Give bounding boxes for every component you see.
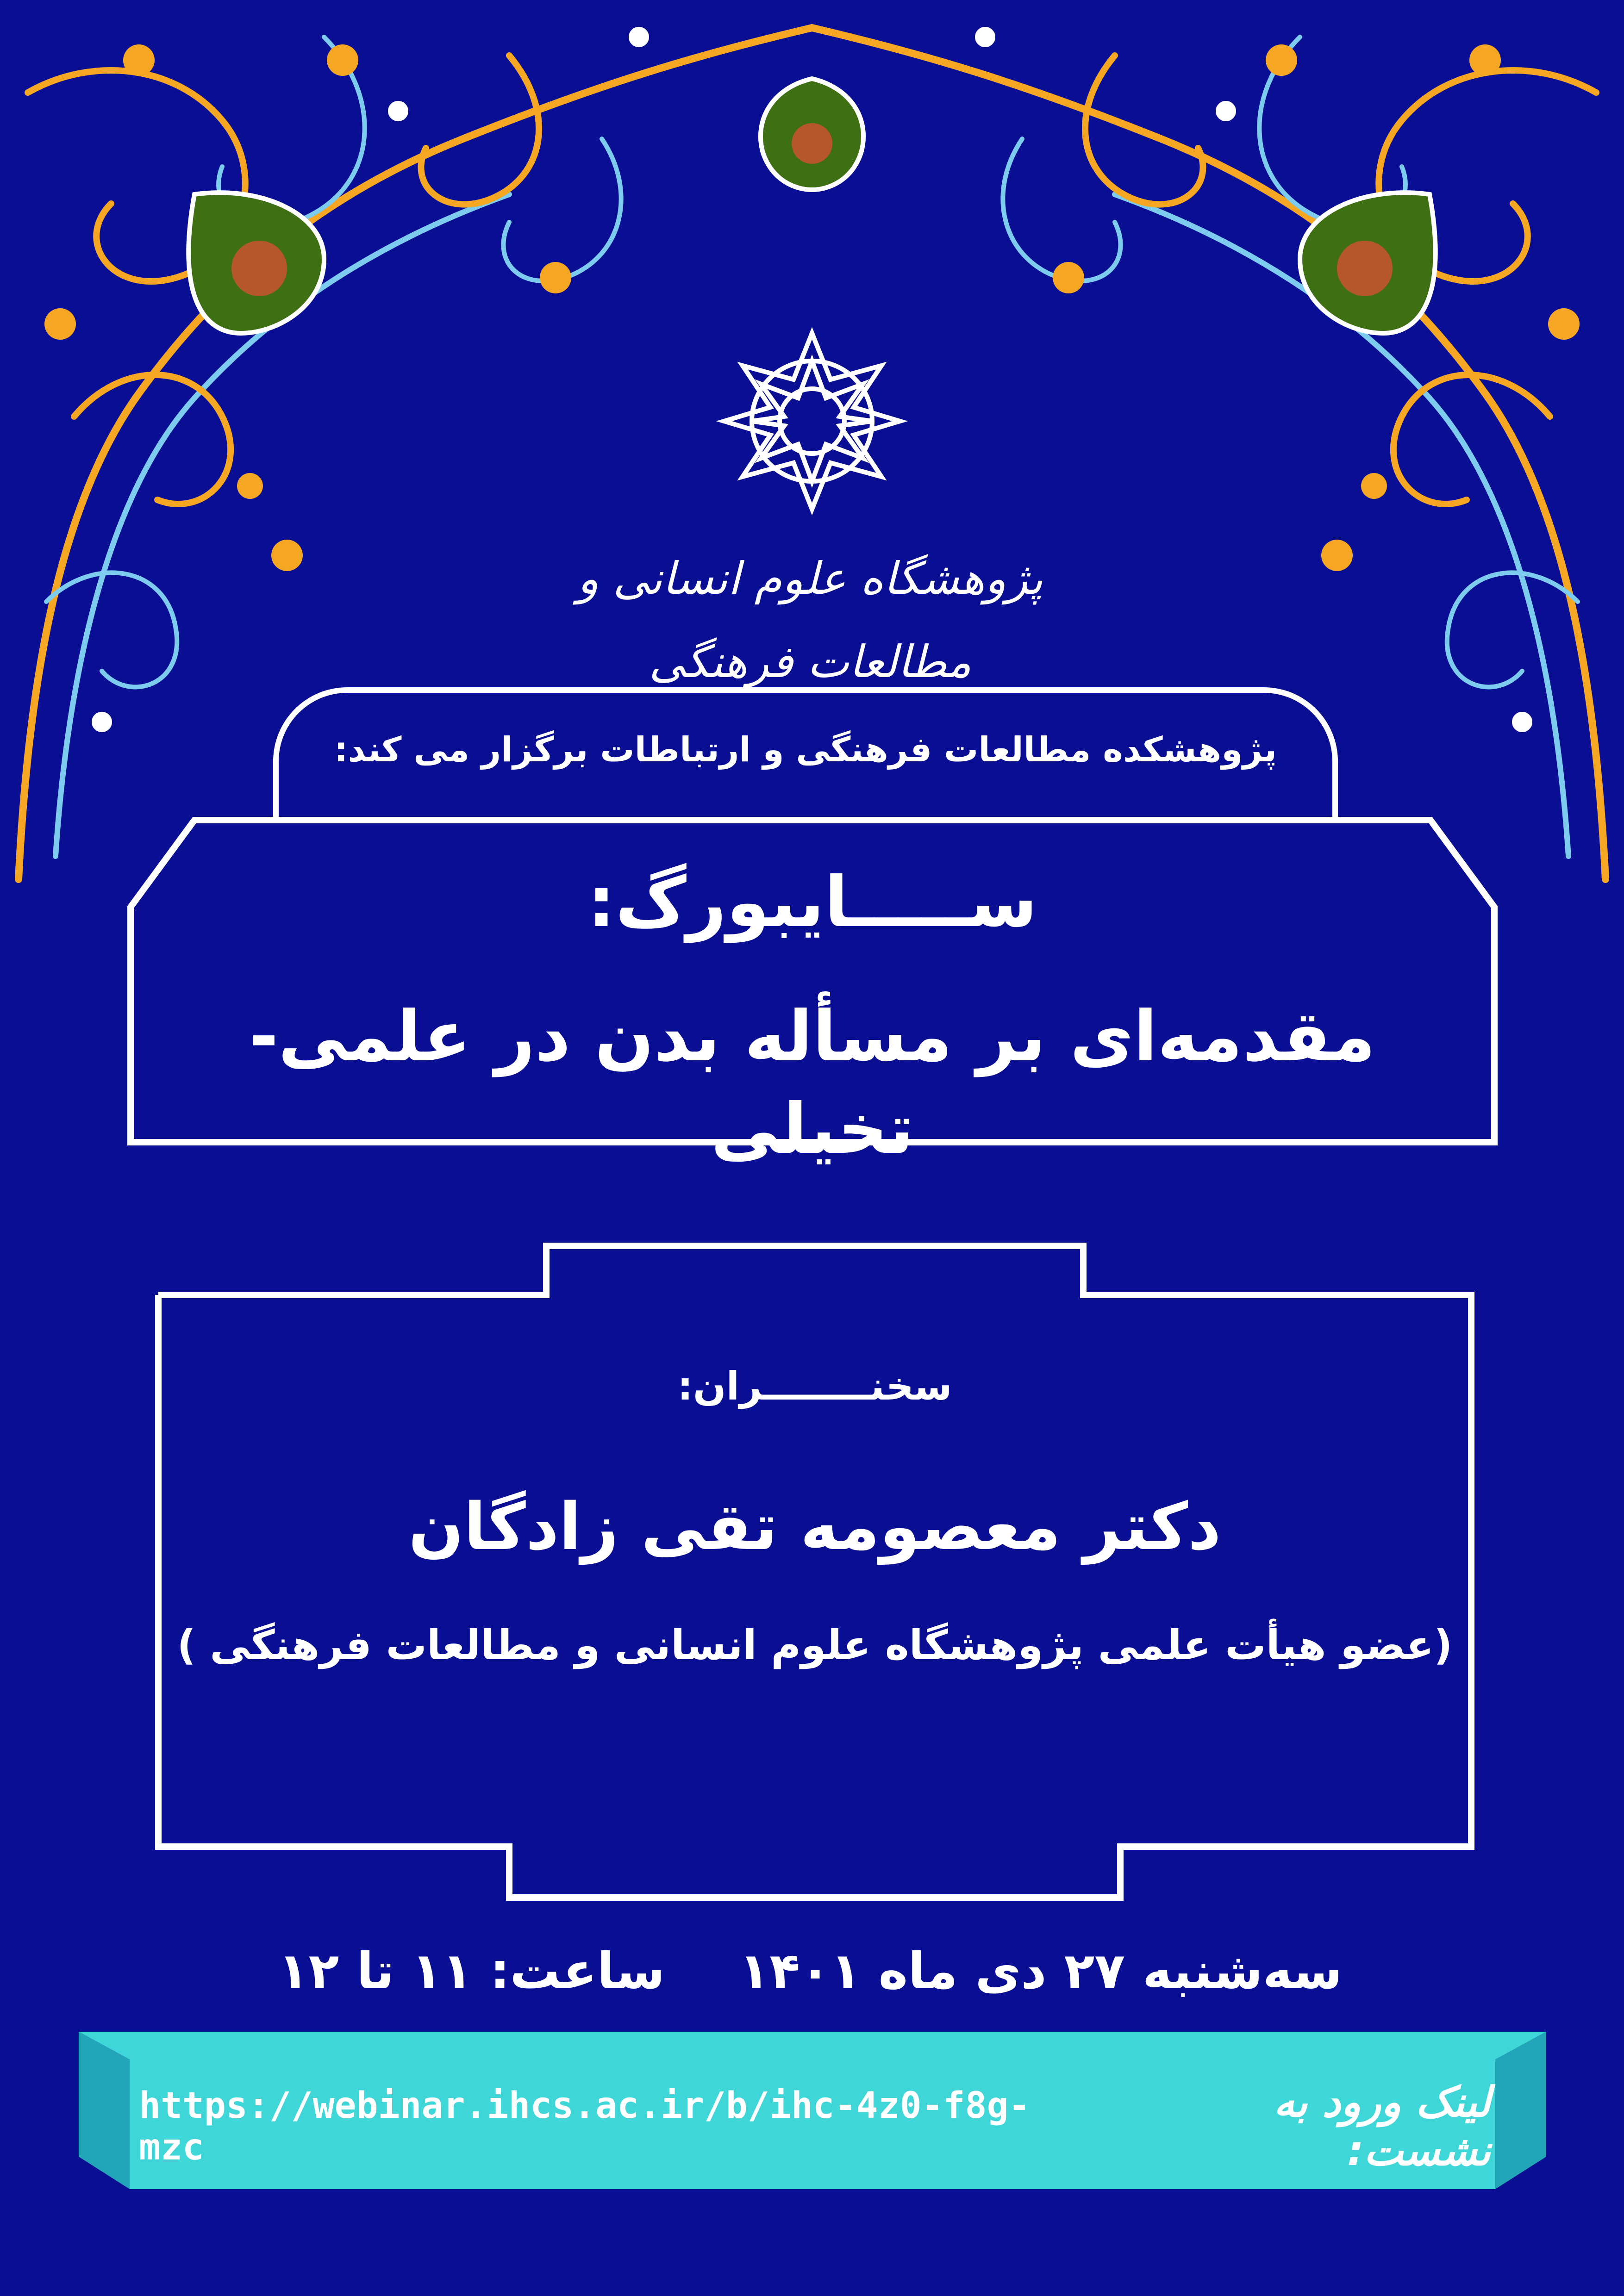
title-line-2: مقدمه‌ای بر مسأله بدن در علمی- تخیلی <box>249 996 1376 1170</box>
webinar-link-row[interactable] <box>139 2078 1491 2175</box>
institute-logo-text: پژوهشگاه علوم انسانی و مطالعات فرهنگی <box>577 553 1043 688</box>
webinar-link-label: لینک ورود به نشست: <box>1274 2078 1491 2175</box>
speaker-label: سخنــــــــران: <box>677 1363 952 1409</box>
speaker-affiliation: (عضو هیأت علمی پژوهشگاه علوم انسانی و مطالعات فرهنگی ) <box>177 1621 1453 1669</box>
event-date: سه‌شنبه ۲۷ دی ماه ۱۴۰۱ <box>739 1942 1343 2000</box>
speaker-name: دکتر معصومه تقی زادگان <box>408 1489 1221 1565</box>
event-time: ساعت: ۱۱ تا ۱۲ <box>278 1942 665 2000</box>
title-line-1: ســـــایبورگ: <box>587 862 1037 943</box>
organizer-text: پژوهشکده مطالعات فرهنگی و ارتباطات برگزار می کند: <box>334 730 1277 770</box>
star-rosette-icon <box>715 324 909 518</box>
webinar-link-url[interactable]: https://webinar.ihcs.ac.ir/b/ihc-4z0-f8g-mzc <box>139 2085 1031 2168</box>
speaker-frame <box>153 1240 1477 1907</box>
schedule-row <box>139 1937 1481 2006</box>
